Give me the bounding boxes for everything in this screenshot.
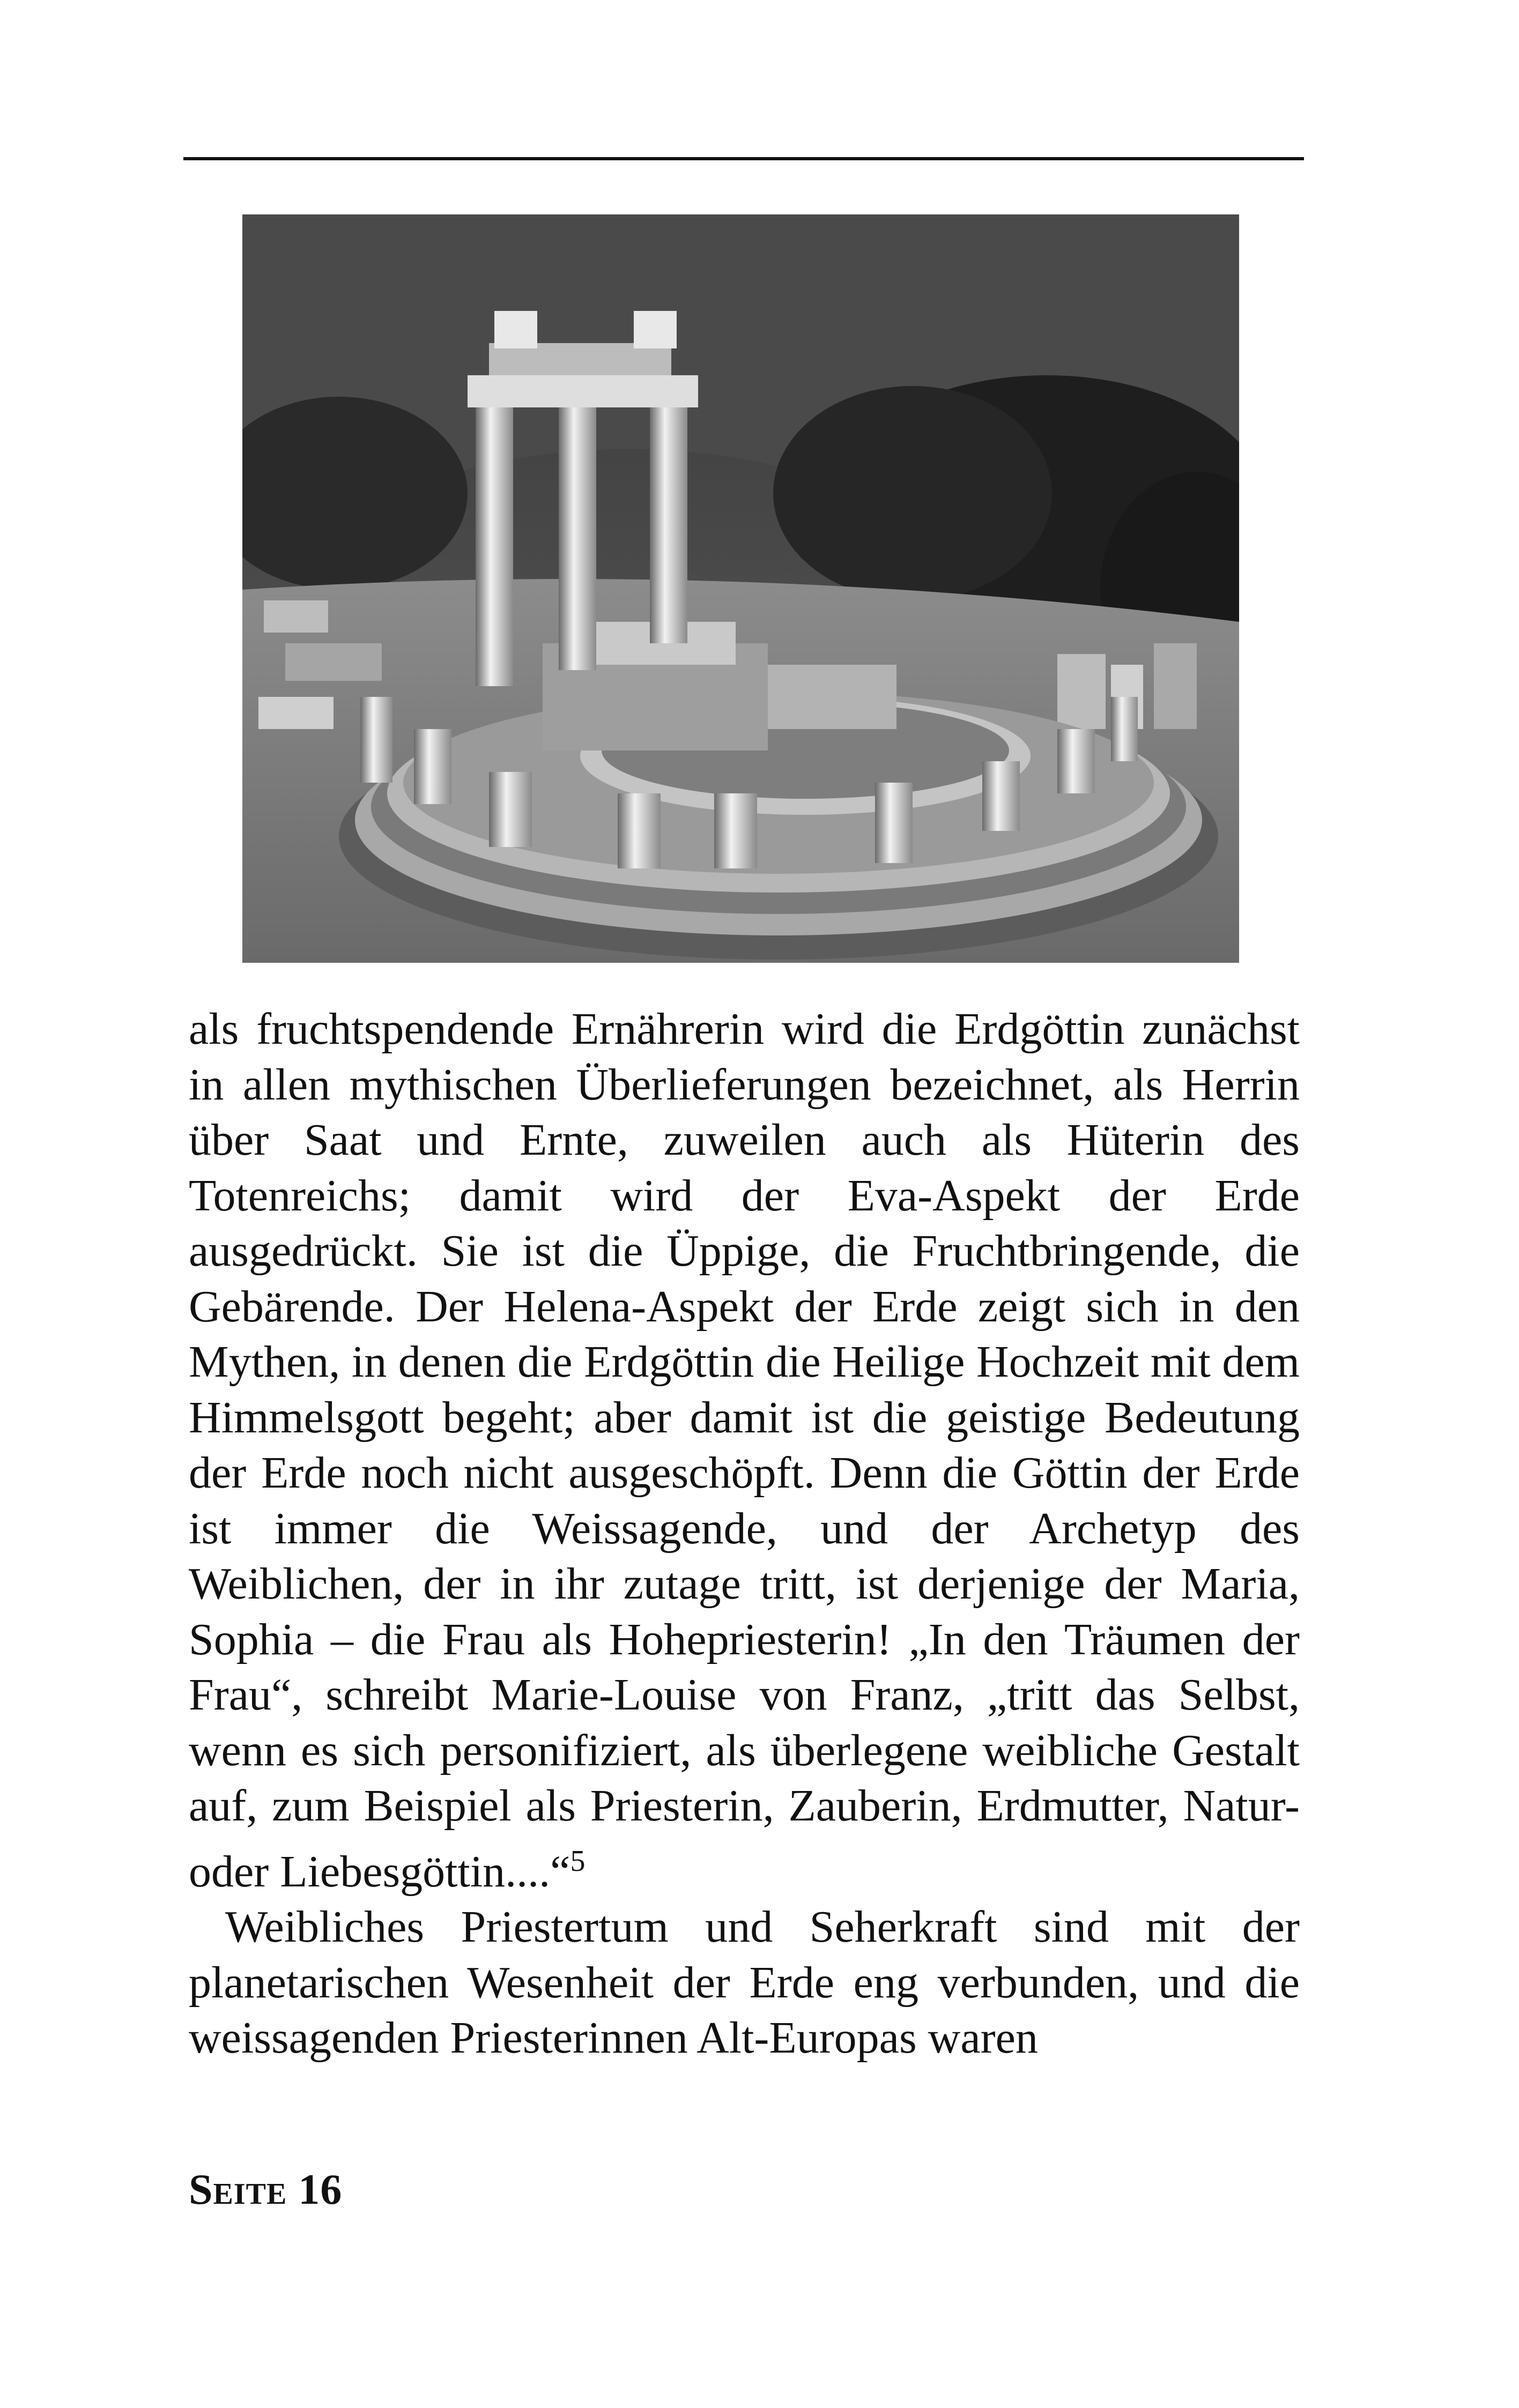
page-number: Seite 16: [189, 2166, 343, 2213]
header-rule: [183, 157, 1304, 160]
paragraph-2: Weibliches Priestertum und Seherkraft sind mit der planetarischen Wesenheit der Erde eng verbunden, und die weissagenden Priesterinnen Alt-Europas waren: [189, 1902, 1300, 2063]
photo-tholos-ruins: [242, 214, 1239, 963]
footnote-ref: 5: [570, 1844, 586, 1878]
body-text: [189, 1001, 1300, 2066]
paragraph-1: als fruchtspendende Ernährerin wird die Erdgöttin zunächst in allen mythischen Überlieferungen bezeichnet, als Herrin über Saat und Ernte, zuweilen auch als Hüterin des Totenreichs; damit wird der Eva-Aspekt der Erde ausgedrückt. Sie ist die Üppige, die Fruchtbringende, die Gebärende. Der Helena-Aspekt der Erde zeigt sich in den Mythen, in denen die Erdgöttin die Heilige Hochzeit mit dem Himmelsgott begeht; aber damit ist die geistige Bedeutung der Erde noch nicht ausgeschöpft. Denn die Göttin der Erde ist immer die Weissagende, und der Archetyp des Weiblichen, der in ihr zutage tritt, ist derjenige der Maria, Sophia – die Frau als Hohepriesterin! „In den Träumen der Frau“, schreibt Marie-Louise von Franz, „tritt das Selbst, wenn es sich personifiziert, als überlegene weibliche Gestalt auf, zum Beispiel als Priesterin, Zauberin, Erdmutter, Natur- oder Liebesgöttin....“$^5$: [189, 1004, 1300, 1897]
